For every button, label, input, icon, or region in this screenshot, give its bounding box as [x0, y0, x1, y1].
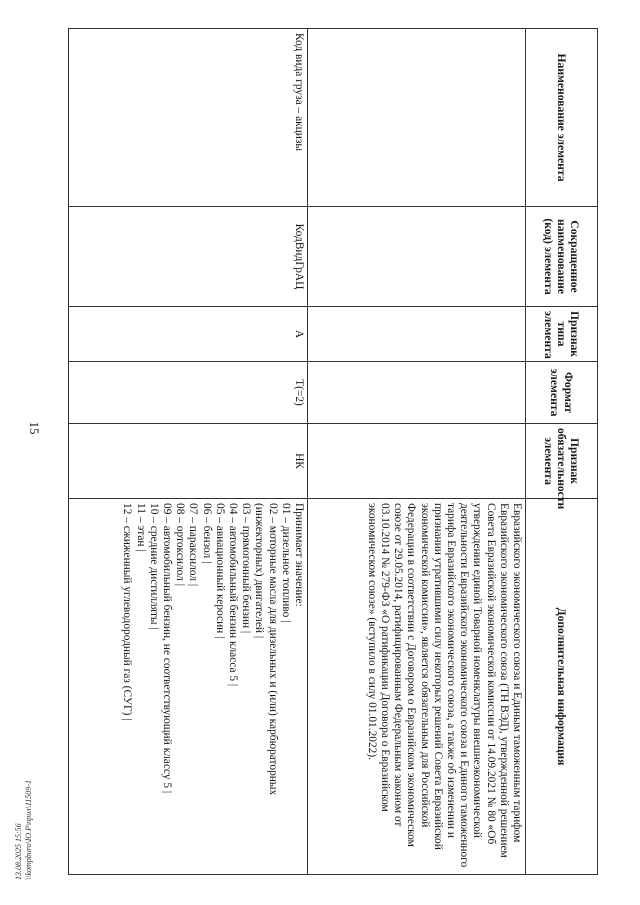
header-element-name: Наименование элемента [526, 29, 598, 207]
table-row [308, 29, 526, 875]
table-header-row [526, 29, 598, 875]
stamp-datetime: 13.08.2025 15:56 [14, 823, 23, 880]
row1-type [308, 307, 526, 362]
page-number: 15 [27, 421, 42, 435]
row1-info: Евразийского экономического союза и Единым таможенным тарифом Евразийского экономического союза (ТН ВЭД), утвержденной решением Совета Евразийской экономической комиссии от 14.09.2021 № 80 «Об утверждении единой Товарной номенклатуры внешнеэкономической деятельности Евразийского экономического союза и Единого таможенного тарифа Евразийского экономического союза, а также об изменении и признании утратившими силу некоторых решений Совета Евразийской экономической комиссии», является обязательным для Российской Федерации в соответствии с Договором о Евразийском экономическом союзе от 29.05.2014, ратифицированным Федеральным законом от 03.10.2014 № 279-ФЗ «О ратификации Договора о Евразийском экономическом союзе» (вступило в силу 01.01.2022). [308, 499, 526, 875]
row2-type: А [69, 307, 308, 362]
list-item: 01 – дизельное топливо | [279, 503, 292, 623]
elements-table [68, 28, 598, 875]
list-item: 03 – прямогонный бензин | [240, 503, 253, 634]
row2-required: НК [69, 424, 308, 499]
row2-code: КодВидГрАЦ [69, 207, 308, 307]
row2-info-intro: Принимает значение: [293, 503, 305, 607]
row1-format [308, 362, 526, 424]
table-row [69, 29, 308, 875]
list-item: 07 – параксилол | [187, 503, 200, 587]
row2-info [69, 499, 308, 875]
list-item: 10 – средние дистилляты | [147, 503, 160, 630]
header-element-type: Признак типа элемента [526, 307, 598, 362]
header-element-required: Признак обязательности элемента [526, 424, 598, 499]
row2-name: Код вида груза – акцизы [69, 29, 308, 207]
list-item: 08 – ортоксилол | [174, 503, 187, 586]
list-item: 11 – этан | [134, 503, 147, 552]
list-item: 02 – моторные масла для дизельных и (или) карбюраторных (инжекторных) двигателей | [253, 503, 279, 796]
row1-name [308, 29, 526, 207]
list-item: 06 – бензол | [200, 503, 213, 564]
document-table-rotated [68, 28, 598, 874]
list-item: 09 – автомобильный бензин, не соответствующий классу 5 | [160, 503, 173, 794]
header-element-format: Формат элемента [526, 362, 598, 424]
header-element-code: Сокращенное наименование (код) элемента [526, 207, 598, 307]
list-item: 04 – автомобильный бензин класса 5 | [226, 503, 239, 687]
list-item: 05 – авиационный керосин | [213, 503, 226, 639]
list-item: 12 – сжиженный углеводородный газ (СУГ) | [121, 503, 134, 721]
header-additional-info: Дополнительная информация [526, 499, 598, 875]
row2-format: T(=2) [69, 362, 308, 424]
row1-required [308, 424, 526, 499]
stamp-path: \\kompburo\Ю.Р\прил\11509-1 [24, 780, 33, 880]
row1-code [308, 207, 526, 307]
print-stamp [14, 580, 34, 880]
